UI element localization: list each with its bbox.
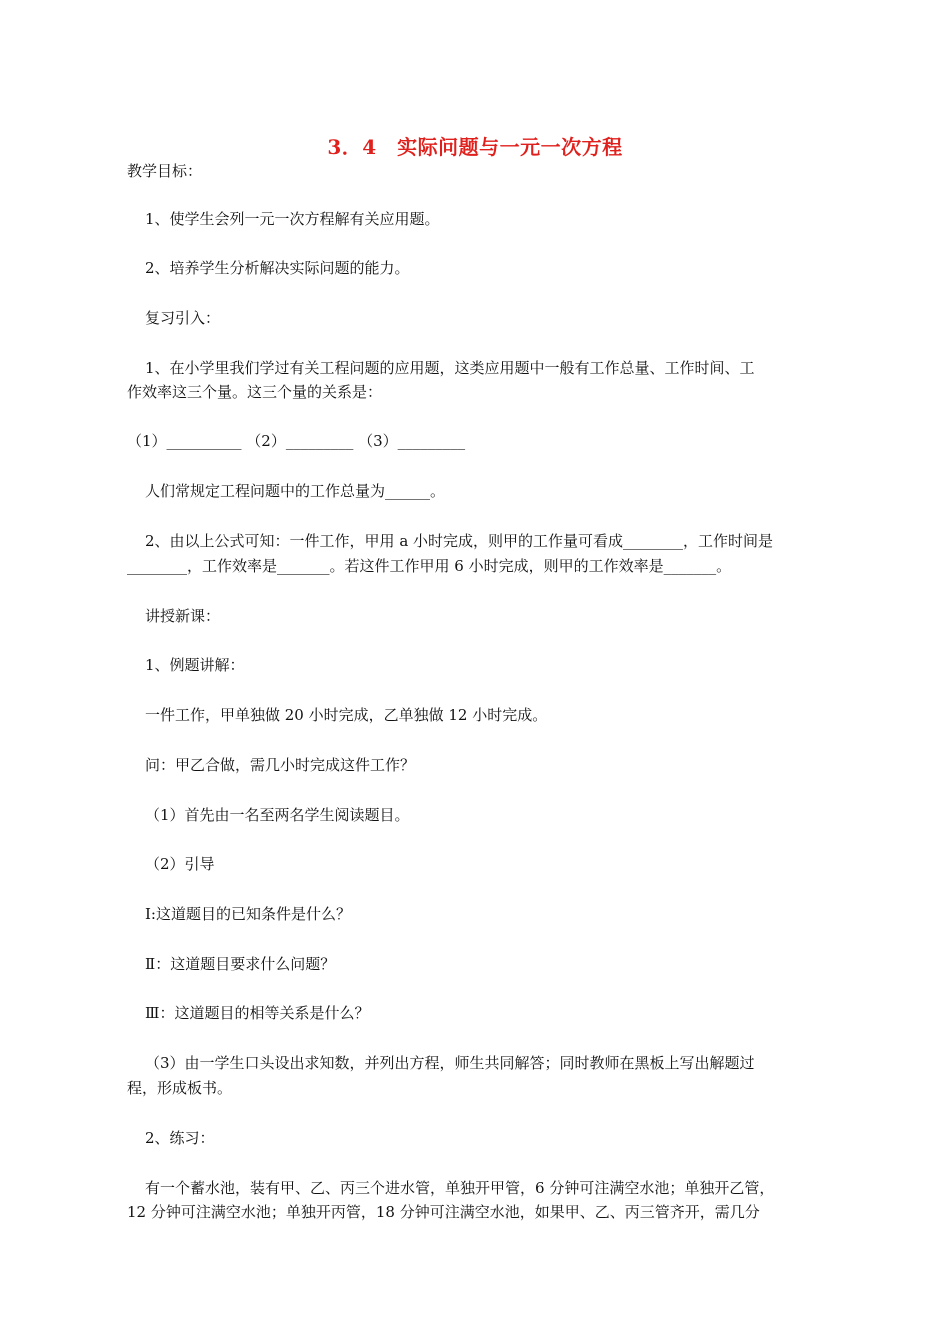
formula-blanks: （1）__________ （2）_________ （3）_________ <box>127 432 466 450</box>
goal-item-1: 1、使学生会列一元一次方程解有关应用题。 <box>145 210 440 228</box>
review-paragraph-1-line-2: 作效率这三个量。这三个量的关系是： <box>127 383 383 401</box>
heading-review: 复习引入： <box>145 309 221 327</box>
example-question: 问：甲乙合做，需几小时完成这件工作？ <box>145 756 416 774</box>
goal-item-2: 2、培养学生分析解决实际问题的能力。 <box>145 259 410 277</box>
heading-new-lesson: 讲授新课： <box>145 607 221 625</box>
review-paragraph-2-line-1: 2、由以上公式可知：一件工作，甲用 a 小时完成，则甲的工作量可看成________，工作时间是 <box>145 532 774 550</box>
practice-problem-line-1: 有一个蓄水池，装有甲、乙、丙三个进水管，单独开甲管，6 分钟可注满空水池；单独开乙管， <box>145 1179 775 1197</box>
step-3-line-2: 程，形成板书。 <box>127 1079 233 1097</box>
heading-teaching-goals: 教学目标： <box>127 162 203 180</box>
example-heading: 1、例题讲解： <box>145 656 245 674</box>
practice-problem-line-2: 12 分钟可注满空水池；单独开丙管，18 分钟可注满空水池，如果甲、乙、丙三管齐开，需几分 <box>127 1203 760 1221</box>
guide-question-1: I:这道题目的已知条件是什么？ <box>145 905 351 923</box>
review-paragraph-1-line-1: 1、在小学里我们学过有关工程问题的应用题，这类应用题中一般有工作总量、工作时间、工 <box>145 359 755 377</box>
work-total-blank: 人们常规定工程问题中的工作总量为______。 <box>145 482 446 500</box>
guide-question-2: Ⅱ：这道题目要求什么问题？ <box>145 955 336 973</box>
practice-heading: 2、练习： <box>145 1129 215 1147</box>
guide-question-3: Ⅲ：这道题目的相等关系是什么？ <box>145 1004 370 1022</box>
review-paragraph-2-line-2: ________，工作效率是_______。若这件工作甲用 6 小时完成，则甲的工作效率是_______。 <box>127 557 732 575</box>
document-title: 3．4 实际问题与一元一次方程 <box>327 135 623 159</box>
example-problem: 一件工作，甲单独做 20 小时完成，乙单独做 12 小时完成。 <box>145 706 548 724</box>
step-3-line-1: （3）由一学生口头设出求知数，并列出方程，师生共同解答；同时教师在黑板上写出解题过 <box>145 1054 755 1072</box>
step-1: （1）首先由一名至两名学生阅读题目。 <box>145 806 410 824</box>
step-2: （2）引导 <box>145 855 215 873</box>
